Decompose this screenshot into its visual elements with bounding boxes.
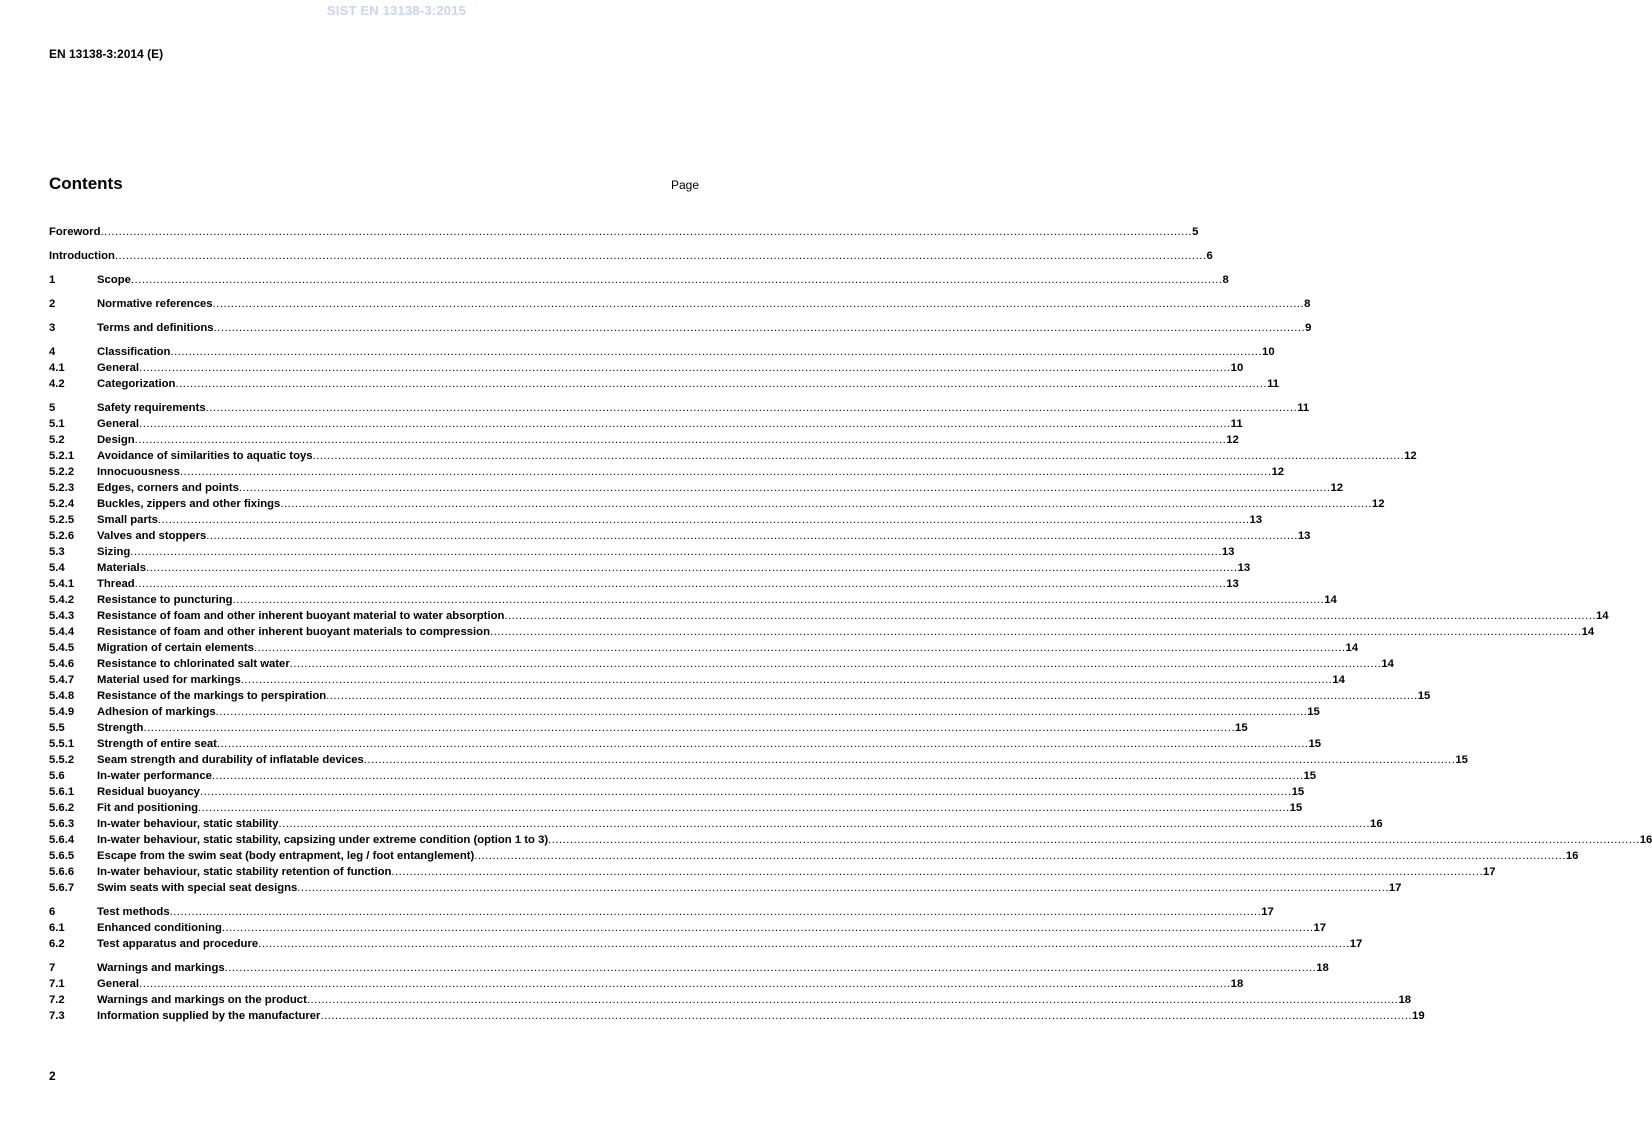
toc-entry[interactable] [49,720,1248,736]
toc-entry-number: 5.6.2 [49,802,75,814]
toc-dot-leader: ............................................................................................................................................................................................................................................................................................................ [139,362,1231,374]
toc-entry[interactable] [49,848,1579,864]
toc-entry-number: 5.2.5 [49,514,75,526]
toc-entry-number: 5.6.6 [49,866,75,878]
toc-entry-title: Strength of entire seat [97,738,217,750]
toc-dot-leader: ............................................................................................................................................................................................................................................................................................................ [212,298,1305,310]
toc-entry[interactable] [49,656,1394,672]
toc-entry[interactable] [49,608,1609,624]
toc-entry-page: 17 [1313,922,1327,934]
toc-entry-page: 15 [1235,722,1248,734]
toc-entry-number: 5.4 [49,562,65,574]
toc-dot-leader: ............................................................................................................................................................................................................................................................................................................ [134,578,1227,590]
table-of-contents [49,224,1652,1024]
toc-entry-number: 7.1 [49,978,65,990]
toc-entry-title: Material used for markings [97,674,241,686]
toc-entry-page: 8 [1304,298,1311,310]
toc-dot-leader: ............................................................................................................................................................................................................................................................................................................ [139,978,1231,990]
toc-entry[interactable] [49,560,1251,576]
toc-entry-page: 17 [1261,906,1274,918]
toc-entry[interactable] [49,400,1310,416]
toc-entry-number: 5.2.3 [49,482,75,494]
toc-entry-page: 11 [1297,402,1310,414]
toc-entry-page: 15 [1307,706,1320,718]
toc-entry-title: Buckles, zippers and other fixings [97,498,281,510]
toc-entry-title: Safety requirements [97,402,206,414]
toc-entry-title: Valves and stoppers [97,530,207,542]
toc-entry-number: 3 [49,322,56,334]
toc-entry-title: Warnings and markings [97,962,225,974]
toc-entry-page: 14 [1332,674,1345,686]
toc-entry-number: 5.3 [49,546,65,558]
toc-entry-number: 5.4.2 [49,594,75,606]
toc-dot-leader: ............................................................................................................................................................................................................................................................................................................ [215,706,1308,718]
toc-entry-page: 14 [1345,642,1359,654]
toc-dot-leader: ............................................................................................................................................................................................................................................................................................................ [297,882,1389,894]
toc-entry-title: Residual buoyancy [97,786,200,798]
toc-entry[interactable] [49,344,1275,360]
toc-entry-title: Information supplied by the manufacturer [97,1010,321,1022]
toc-entry-title: Materials [97,562,146,574]
toc-dot-leader: ............................................................................................................................................................................................................................................................................................................ [326,690,1418,702]
toc-entry-number: 7.2 [49,994,65,1006]
toc-entry[interactable] [49,704,1320,720]
toc-entry-number: 5.6 [49,770,65,782]
toc-entry-title: Small parts [97,514,158,526]
toc-entry-number: 5.6.4 [49,834,75,846]
toc-dot-leader: ............................................................................................................................................................................................................................................................................................................ [280,498,1372,510]
toc-entry[interactable] [49,832,1652,848]
toc-entry-page: 9 [1305,322,1312,334]
toc-entry-page: 15 [1417,690,1431,702]
toc-entry-title: Test methods [97,906,170,918]
toc-entry-page: 13 [1297,530,1311,542]
toc-entry-number: 6.1 [49,922,65,934]
toc-dot-leader: ............................................................................................................................................................................................................................................................................................................ [213,322,1306,334]
toc-dot-leader: ............................................................................................................................................................................................................................................................................................................ [198,802,1290,814]
toc-entry-number: 5.1 [49,418,65,430]
toc-entry[interactable] [49,480,1344,496]
toc-entry[interactable] [49,496,1385,512]
toc-entry-page: 5 [1192,226,1199,238]
toc-entry-page: 13 [1221,546,1235,558]
toc-dot-leader: ............................................................................................................................................................................................................................................................................................................ [216,738,1309,750]
toc-entry-number: 1 [49,274,56,286]
toc-entry-number: 5.4.6 [49,658,75,670]
toc-entry[interactable] [49,320,1312,336]
toc-entry-title: Test apparatus and procedure [97,938,259,950]
toc-entry-title: Resistance of the markings to perspiration [97,690,327,702]
toc-entry-number: 4.2 [49,378,65,390]
toc-entry-page: 6 [1206,250,1213,262]
watermark: SIST EN 13138-3:2015 [326,3,467,18]
toc-entry-title: Classification [97,346,171,358]
toc-entry[interactable] [49,640,1359,656]
toc-entry[interactable] [49,904,1274,920]
toc-entry[interactable] [49,1008,1425,1024]
toc-entry-number: 5.5.1 [49,738,75,750]
toc-dot-leader: ............................................................................................................................................................................................................................................................................................................ [199,786,1292,798]
toc-entry[interactable] [49,416,1243,432]
toc-entry-title: Resistance of foam and other inherent buoyant material to water absorption [97,610,505,622]
toc-dot-leader: ............................................................................................................................................................................................................................................................................................................ [205,402,1298,414]
toc-entry-title: Strength [97,722,144,734]
toc-entry-number: 4 [49,346,56,358]
toc-dot-leader: ............................................................................................................................................................................................................................................................................................................ [206,530,1298,542]
toc-entry-page: 15 [1308,738,1322,750]
footer-page-number: 2 [49,1069,56,1083]
toc-entry-number: 5.2.4 [49,498,75,510]
toc-dot-leader: ............................................................................................................................................................................................................................................................................................................ [278,818,1371,830]
toc-entry-number: 5.6.7 [49,882,75,894]
toc-dot-leader: ............................................................................................................................................................................................................................................................................................................ [130,546,1222,558]
toc-entry-page: 11 [1230,418,1243,430]
toc-entry-title: Design [97,434,135,446]
toc-entry[interactable] [49,512,1263,528]
toc-entry-page: 16 [1370,818,1383,830]
toc-dot-leader: ............................................................................................................................................................................................................................................................................................................ [134,434,1227,446]
toc-entry-page: 13 [1237,562,1251,574]
toc-entry-page: 14 [1595,610,1609,622]
toc-entry[interactable] [49,376,1280,392]
toc-entry-title: Sizing [97,546,131,558]
toc-entry-number: 5.6.3 [49,818,75,830]
toc-entry-page: 15 [1303,770,1317,782]
toc-entry-title: Innocuousness [97,466,180,478]
toc-entry[interactable] [49,224,1199,240]
toc-entry[interactable] [49,960,1329,976]
toc-entry[interactable] [49,296,1311,312]
toc-entry[interactable] [49,864,1496,880]
toc-entry-page: 13 [1249,514,1263,526]
page-column-label: Page [670,178,699,192]
toc-entry-page: 16 [1565,850,1579,862]
toc-entry-page: 15 [1289,802,1303,814]
toc-entry-title: Warnings and markings on the product [97,994,307,1006]
toc-entry[interactable] [49,432,1239,448]
toc-dot-leader: ............................................................................................................................................................................................................................................................................................................ [139,418,1231,430]
toc-entry[interactable] [49,544,1235,560]
toc-dot-leader: ............................................................................................................................................................................................................................................................................................................ [145,562,1238,574]
toc-dot-leader: ............................................................................................................................................................................................................................................................................................................ [157,514,1250,526]
toc-entry-number: 5.2 [49,434,65,446]
toc-entry[interactable] [49,992,1412,1008]
toc-entry-page: 16 [1639,834,1652,846]
toc-entry-number: 2 [49,298,56,310]
toc-dot-leader: ............................................................................................................................................................................................................................................................................................................ [100,226,1193,238]
toc-entry-title: Adhesion of markings [97,706,216,718]
toc-dot-leader: ............................................................................................................................................................................................................................................................................................................ [320,1010,1413,1022]
toc-entry-title: General [97,418,140,430]
toc-entry-title: General [97,362,140,374]
toc-dot-leader: ............................................................................................................................................................................................................................................................................................................ [363,754,1456,766]
toc-dot-leader: ............................................................................................................................................................................................................................................................................................................ [240,674,1333,686]
toc-entry-page: 11 [1267,378,1280,390]
toc-dot-leader: ............................................................................................................................................................................................................................................................................................................ [253,642,1346,654]
toc-entry-page: 18 [1230,978,1244,990]
toc-entry-number: 5.4.4 [49,626,75,638]
toc-entry-number: 6 [49,906,56,918]
toc-dot-leader: ............................................................................................................................................................................................................................................................................................................ [221,922,1314,934]
toc-entry-page: 18 [1316,962,1329,974]
toc-dot-leader: ............................................................................................................................................................................................................................................................................................................ [211,770,1304,782]
toc-entry-number: 5.4.5 [49,642,75,654]
toc-entry[interactable] [49,248,1213,264]
toc-entry-page: 14 [1324,594,1337,606]
toc-entry-title: In-water performance [97,770,212,782]
toc-entry-title: Edges, corners and points [97,482,239,494]
toc-entry-number: 5.4.1 [49,578,75,590]
toc-entry-number: 4.1 [49,362,65,374]
toc-entry-number: 5.4.8 [49,690,75,702]
toc-dot-leader: ............................................................................................................................................................................................................................................................................................................ [474,850,1566,862]
toc-entry-title: Foreword [49,226,101,238]
document-header: EN 13138-3:2014 (E) [49,47,164,61]
toc-entry-page: 12 [1271,466,1285,478]
toc-entry[interactable] [49,592,1337,608]
toc-entry-page: 17 [1388,882,1402,894]
toc-entry-title: Resistance to puncturing [97,594,233,606]
toc-dot-leader: ............................................................................................................................................................................................................................................................................................................ [489,626,1582,638]
toc-dot-leader: ............................................................................................................................................................................................................................................................................................................ [238,482,1331,494]
toc-entry-page: 17 [1482,866,1496,878]
toc-entry[interactable] [49,672,1345,688]
toc-entry[interactable] [49,464,1285,480]
toc-entry-number: 5.2.6 [49,530,75,542]
toc-entry-page: 15 [1291,786,1305,798]
toc-entry-title: Swim seats with special seat designs [97,882,298,894]
contents-title: Contents [49,174,123,193]
toc-entry-number: 5.5.2 [49,754,75,766]
toc-entry-title: Escape from the swim seat (body entrapment, leg / foot entanglement) [97,850,475,862]
toc-dot-leader: ............................................................................................................................................................................................................................................................................................................ [143,722,1236,734]
toc-dot-leader: ............................................................................................................................................................................................................................................................................................................ [224,962,1317,974]
toc-dot-leader: ............................................................................................................................................................................................................................................................................................................ [258,938,1350,950]
toc-entry-title: Normative references [97,298,213,310]
toc-entry-title: Migration of certain elements [97,642,254,654]
toc-entry[interactable] [49,448,1417,464]
toc-entry-title: Introduction [49,250,115,262]
toc-entry-page: 14 [1581,626,1595,638]
toc-entry-title: In-water behaviour, static stability retention of function [97,866,392,878]
toc-entry[interactable] [49,360,1244,376]
toc-entry-page: 18 [1398,994,1412,1006]
toc-dot-leader: ............................................................................................................................................................................................................................................................................................................ [175,378,1268,390]
toc-entry-page: 10 [1230,362,1244,374]
toc-entry[interactable] [49,816,1383,832]
toc-entry[interactable] [49,976,1244,992]
toc-entry-page: 19 [1412,1010,1425,1022]
toc-entry-number: 7 [49,962,56,974]
toc-dot-leader: ............................................................................................................................................................................................................................................................................................................ [114,250,1207,262]
toc-entry[interactable] [49,880,1402,896]
toc-dot-leader: ............................................................................................................................................................................................................................................................................................................ [169,906,1262,918]
toc-entry-page: 12 [1330,482,1344,494]
toc-entry-title: Categorization [97,378,176,390]
toc-entry-title: Fit and positioning [97,802,199,814]
toc-entry-title: Scope [97,274,131,286]
toc-entry-number: 5.4.9 [49,706,75,718]
toc-entry-number: 5.2.2 [49,466,75,478]
toc-dot-leader: ............................................................................................................................................................................................................................................................................................................ [170,346,1263,358]
toc-dot-leader: ............................................................................................................................................................................................................................................................................................................ [548,834,1640,846]
toc-entry-title: Avoidance of similarities to aquatic toys [97,450,313,462]
toc-entry-page: 13 [1226,578,1239,590]
toc-entry-page: 10 [1262,346,1275,358]
toc-entry-page: 14 [1381,658,1394,670]
toc-entry[interactable] [49,736,1322,752]
toc-entry-page: 8 [1222,274,1229,286]
toc-entry-page: 12 [1404,450,1417,462]
toc-entry[interactable] [49,688,1431,704]
toc-entry-number: 7.3 [49,1010,65,1022]
toc-entry-title: Thread [97,578,135,590]
toc-entry-number: 5.6.1 [49,786,75,798]
toc-dot-leader: ............................................................................................................................................................................................................................................................................................................ [306,994,1399,1006]
toc-dot-leader: ............................................................................................................................................................................................................................................................................................................ [130,274,1223,286]
toc-dot-leader: ............................................................................................................................................................................................................................................................................................................ [232,594,1325,606]
toc-entry-number: 5.2.1 [49,450,75,462]
toc-dot-leader: ............................................................................................................................................................................................................................................................................................................ [289,658,1382,670]
toc-entry-number: 5.4.7 [49,674,75,686]
toc-dot-leader: ............................................................................................................................................................................................................................................................................................................ [391,866,1483,878]
toc-entry-number: 6.2 [49,938,65,950]
toc-entry-title: General [97,978,140,990]
toc-entry-page: 17 [1349,938,1363,950]
toc-entry-title: Terms and definitions [97,322,214,334]
toc-entry[interactable] [49,272,1229,288]
toc-entry-title: Resistance to chlorinated salt water [97,658,290,670]
toc-entry[interactable] [49,784,1305,800]
toc-entry-title: Resistance of foam and other inherent buoyant materials to compression [97,626,490,638]
toc-entry-title: Enhanced conditioning [97,922,222,934]
toc-entry-page: 15 [1455,754,1468,766]
toc-entry-title: In-water behaviour, static stability [97,818,279,830]
toc-entry-page: 12 [1226,434,1239,446]
toc-dot-leader: ............................................................................................................................................................................................................................................................................................................ [504,610,1596,622]
toc-entry[interactable] [49,936,1363,952]
toc-entry[interactable] [49,576,1239,592]
toc-entry-page: 12 [1371,498,1385,510]
toc-entry[interactable] [49,768,1317,784]
toc-entry-number: 5.5 [49,722,65,734]
toc-entry[interactable] [49,528,1311,544]
toc-entry-title: Seam strength and durability of inflatable devices [97,754,364,766]
toc-entry[interactable] [49,624,1595,640]
toc-entry[interactable] [49,920,1327,936]
toc-entry-number: 5 [49,402,56,414]
toc-dot-leader: ............................................................................................................................................................................................................................................................................................................ [179,466,1272,478]
toc-entry[interactable] [49,800,1303,816]
toc-entry-number: 5.4.3 [49,610,75,622]
toc-entry-number: 5.6.5 [49,850,75,862]
toc-entry[interactable] [49,752,1468,768]
toc-entry-title: In-water behaviour, static stability, capsizing under extreme condition (option 1 to 3) [97,834,549,846]
toc-dot-leader: ............................................................................................................................................................................................................................................................................................................ [312,450,1405,462]
